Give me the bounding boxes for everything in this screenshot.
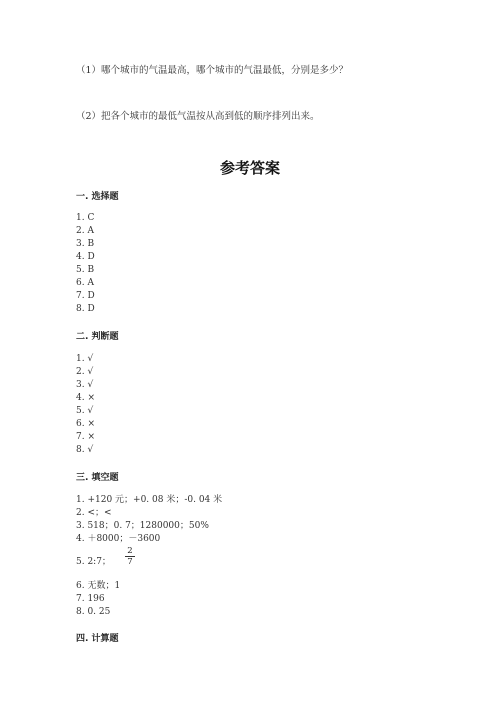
answers-title: 参考答案 (219, 159, 280, 177)
section-fill-title: 三. 填空题 (76, 473, 119, 483)
list-item: 5. B (76, 265, 95, 275)
list-item: 6. 无数；1 (76, 581, 121, 591)
list-item: 3. √ (76, 380, 94, 390)
list-item: 2. <；< (76, 508, 112, 518)
list-item: 3. 518；0. 7；1280000；50% (76, 521, 209, 531)
list-item: 7. 196 (76, 594, 105, 604)
list-item: 1. +120 元；+0. 08 米；-0. 04 米 (76, 495, 223, 505)
list-item: 6. × (76, 419, 95, 429)
judge-answer-list (76, 353, 95, 457)
fraction-denominator: 7 (127, 557, 133, 567)
list-item: 4. ＋8000；－3600 (76, 534, 161, 544)
section-calc-title: 四. 计算题 (76, 634, 119, 644)
question-2: （2）把各个城市的最低气温按从高到低的顺序排列出来。 (76, 111, 320, 122)
fraction (125, 546, 135, 567)
list-item: 1. √ (76, 354, 94, 364)
section-choice-title: 一. 选择题 (76, 192, 119, 202)
list-item: 2. √ (76, 367, 94, 377)
list-item: 7. D (76, 291, 95, 301)
list-item: 3. B (76, 239, 95, 249)
list-item: 2. A (76, 226, 94, 236)
list-item: 4. D (76, 252, 95, 262)
section-judge-title: 二. 判断题 (76, 332, 119, 342)
question-1: （1）哪个城市的气温最高，哪个城市的气温最低，分别是多少？ (76, 65, 349, 76)
list-item: 6. A (76, 278, 94, 288)
list-item: 7. × (76, 432, 95, 442)
list-item: 4. × (76, 393, 95, 403)
list-item: 1. C (76, 213, 95, 223)
list-item: 5. √ (76, 406, 94, 416)
list-item: 5. 2:7； (76, 557, 111, 567)
choice-answer-list (76, 212, 95, 316)
fraction-numerator: 2 (125, 546, 135, 557)
list-item: 8. 0. 25 (76, 607, 111, 617)
list-item: 8. √ (76, 445, 94, 455)
list-item: 8. D (76, 304, 95, 314)
